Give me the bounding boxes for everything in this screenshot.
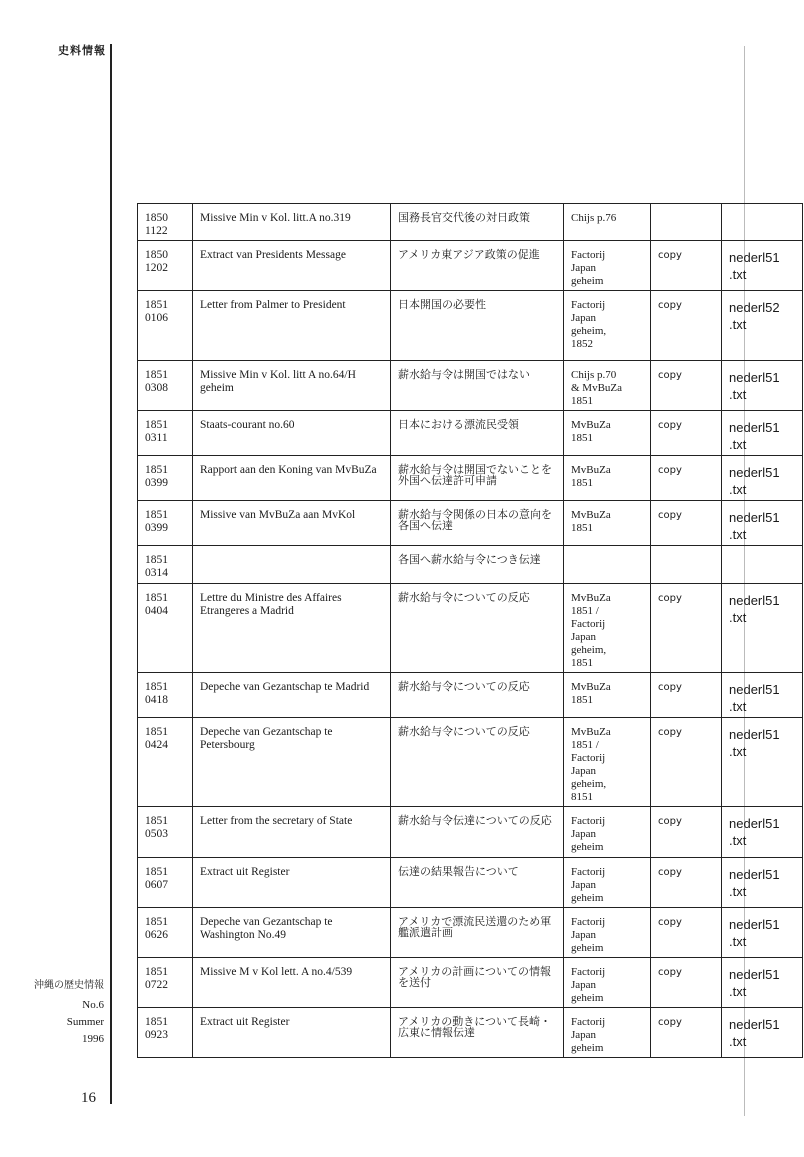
source-cell-line: 1851 / — [571, 739, 599, 751]
table-row — [138, 204, 803, 241]
source-cell-line: 1851 / — [571, 605, 599, 617]
source-cell — [564, 958, 651, 1008]
date-cell-line: 1851 — [145, 681, 168, 693]
file-cell-line: .txt — [729, 884, 747, 899]
date-cell-line: 1851 — [145, 916, 168, 928]
page-number: 16 — [81, 1090, 96, 1106]
table-row — [138, 584, 803, 673]
source-cell-line: MvBuZa — [571, 592, 611, 604]
source-cell-line: Japan — [571, 828, 597, 840]
table-row — [138, 1008, 803, 1058]
document-title-cell: Missive Min v Kol. litt.A no.319 — [193, 204, 391, 241]
document-title-cell: Missive van MvBuZa aan MvKol — [193, 501, 391, 546]
date-cell-line: 0418 — [145, 694, 168, 706]
description-cell: 薪水給与令は開国でないことを外国へ伝達許可申請 — [391, 456, 564, 501]
file-cell-line: nederl51 — [729, 682, 780, 697]
document-title-cell: Missive Min v Kol. litt A no.64/H geheim — [193, 361, 391, 411]
source-cell — [564, 456, 651, 501]
source-cell-line: 8151 — [571, 791, 593, 803]
date-cell-line: 1851 — [145, 419, 168, 431]
source-cell — [564, 807, 651, 858]
file-cell-line: nederl51 — [729, 727, 780, 742]
file-cell-line: nederl51 — [729, 465, 780, 480]
table-row — [138, 858, 803, 908]
source-cell-line: geheim — [571, 1042, 604, 1054]
file-cell-line: .txt — [729, 934, 747, 949]
date-cell-line: 1851 — [145, 966, 168, 978]
copy-cell: copy — [651, 501, 722, 546]
section-label: 史料情報 — [58, 44, 106, 57]
file-cell-line: nederl51 — [729, 370, 780, 385]
journal-title: 沖縄の歴史情報 — [34, 980, 104, 991]
document-title-cell: Rapport aan den Koning van MvBuZa — [193, 456, 391, 501]
source-cell-line: geheim, — [571, 778, 607, 790]
date-cell-line: 0503 — [145, 828, 168, 840]
source-cell — [564, 291, 651, 361]
file-cell — [722, 958, 803, 1008]
file-cell-line: .txt — [729, 984, 747, 999]
source-cell-line: geheim — [571, 841, 604, 853]
file-cell-line: nederl51 — [729, 510, 780, 525]
date-cell-line: 0106 — [145, 312, 168, 324]
file-cell — [722, 1008, 803, 1058]
description-cell: アメリカ東アジア政策の促進 — [391, 241, 564, 291]
source-cell-line: Factorij — [571, 299, 606, 311]
date-cell-line: 1122 — [145, 225, 168, 237]
date-cell — [138, 807, 193, 858]
date-cell-line: 1851 — [145, 509, 168, 521]
copy-cell: copy — [651, 673, 722, 718]
source-cell-line: MvBuZa — [571, 464, 611, 476]
date-cell-line: 1851 — [145, 1016, 168, 1028]
date-cell-line: 1851 — [145, 299, 168, 311]
description-cell: 日本開国の必要性 — [391, 291, 564, 361]
description-cell: 日本における漂流民受領 — [391, 411, 564, 456]
date-cell — [138, 958, 193, 1008]
source-cell-line: Chijs p.76 — [571, 212, 617, 224]
copy-cell: copy — [651, 361, 722, 411]
source-cell-line: MvBuZa — [571, 509, 611, 521]
source-cell-line: geheim — [571, 275, 604, 287]
copy-cell: copy — [651, 858, 722, 908]
copy-cell: copy — [651, 241, 722, 291]
file-cell — [722, 361, 803, 411]
source-cell-line: geheim, — [571, 644, 607, 656]
document-title-cell: Missive M v Kol lett. A no.4/539 — [193, 958, 391, 1008]
table-row — [138, 807, 803, 858]
date-cell — [138, 546, 193, 584]
date-cell — [138, 361, 193, 411]
source-cell-line: Japan — [571, 979, 597, 991]
date-cell-line: 1851 — [145, 554, 168, 566]
date-cell-line: 1851 — [145, 726, 168, 738]
table-row — [138, 361, 803, 411]
source-cell-line: Factorij — [571, 249, 606, 261]
document-title-cell: Letter from the secretary of State — [193, 807, 391, 858]
file-cell-line: nederl51 — [729, 1017, 780, 1032]
file-cell-line: .txt — [729, 387, 747, 402]
source-cell — [564, 204, 651, 241]
file-cell-line: nederl51 — [729, 967, 780, 982]
date-cell-line: 1850 — [145, 249, 168, 261]
file-cell-line: nederl52 — [729, 300, 780, 315]
source-cell-line: 1851 — [571, 657, 593, 669]
source-cell — [564, 673, 651, 718]
file-cell-line: .txt — [729, 267, 747, 282]
file-cell-line: .txt — [729, 610, 747, 625]
file-cell-line: .txt — [729, 744, 747, 759]
file-cell — [722, 908, 803, 958]
date-cell — [138, 204, 193, 241]
source-cell-line: geheim — [571, 892, 604, 904]
date-cell-line: 0311 — [145, 432, 168, 444]
source-cell-line: Chijs p.70 — [571, 369, 617, 381]
source-cell-line: MvBuZa — [571, 681, 611, 693]
table-row — [138, 673, 803, 718]
document-title-cell — [193, 546, 391, 584]
table-row — [138, 411, 803, 456]
source-cell — [564, 241, 651, 291]
file-cell-line: .txt — [729, 699, 747, 714]
file-cell — [722, 584, 803, 673]
description-cell: アメリカの計画についての情報を送付 — [391, 958, 564, 1008]
source-cell-line: 1851 — [571, 432, 593, 444]
file-cell — [722, 501, 803, 546]
copy-cell — [651, 204, 722, 241]
table-row — [138, 291, 803, 361]
file-cell — [722, 718, 803, 807]
table-row — [138, 456, 803, 501]
file-cell-line: .txt — [729, 1034, 747, 1049]
description-cell: 薪水給与令についての反応 — [391, 673, 564, 718]
source-cell-line: Factorij — [571, 966, 606, 978]
file-cell-line: nederl51 — [729, 593, 780, 608]
source-cell-line: & MvBuZa — [571, 382, 623, 394]
description-cell: 薪水給与令は開国ではない — [391, 361, 564, 411]
source-cell-line: 1852 — [571, 338, 593, 350]
source-cell — [564, 718, 651, 807]
date-cell-line: 0626 — [145, 929, 168, 941]
file-cell — [722, 807, 803, 858]
date-cell — [138, 908, 193, 958]
description-cell: 薪水給与令についての反応 — [391, 718, 564, 807]
source-cell-line: Japan — [571, 879, 597, 891]
file-cell-line: nederl51 — [729, 420, 780, 435]
date-cell-line: 0607 — [145, 879, 168, 891]
source-cell-line: Japan — [571, 1029, 597, 1041]
date-cell — [138, 584, 193, 673]
source-cell — [564, 411, 651, 456]
description-cell: アメリカの動きについて長崎・広東に情報伝達 — [391, 1008, 564, 1058]
file-cell — [722, 858, 803, 908]
file-cell-line: nederl51 — [729, 917, 780, 932]
date-cell-line: 1851 — [145, 592, 168, 604]
date-cell — [138, 1008, 193, 1058]
document-title-cell: Lettre du Ministre des Affaires Etrangeres a Madrid — [193, 584, 391, 673]
source-cell-line: Factorij — [571, 1016, 606, 1028]
source-cell-line: Japan — [571, 765, 597, 777]
description-cell: 薪水給与令伝達についての反応 — [391, 807, 564, 858]
file-cell-line: .txt — [729, 527, 747, 542]
table-row — [138, 241, 803, 291]
file-cell — [722, 673, 803, 718]
copy-cell: copy — [651, 411, 722, 456]
copy-cell: copy — [651, 456, 722, 501]
source-cell-line: geheim, — [571, 325, 607, 337]
date-cell-line: 0404 — [145, 605, 168, 617]
file-cell — [722, 411, 803, 456]
date-cell-line: 0399 — [145, 522, 168, 534]
document-title-cell: Staats-courant no.60 — [193, 411, 391, 456]
records-table-body — [138, 204, 803, 1058]
copy-cell: copy — [651, 584, 722, 673]
file-cell — [722, 456, 803, 501]
date-cell — [138, 291, 193, 361]
document-title-cell: Extract uit Register — [193, 1008, 391, 1058]
date-cell-line: 0722 — [145, 979, 168, 991]
source-cell-line: MvBuZa — [571, 726, 611, 738]
source-cell-line: 1851 — [571, 694, 593, 706]
source-cell-line: 1851 — [571, 477, 593, 489]
source-cell-line: Factorij — [571, 866, 606, 878]
document-title-cell: Depeche van Gezantschap te Petersbourg — [193, 718, 391, 807]
date-cell-line: 0424 — [145, 739, 168, 751]
left-margin-rule — [110, 44, 112, 1104]
copy-cell: copy — [651, 291, 722, 361]
date-cell — [138, 673, 193, 718]
source-cell-line: Japan — [571, 312, 597, 324]
date-cell-line: 0308 — [145, 382, 168, 394]
source-cell — [564, 546, 651, 584]
table-row — [138, 958, 803, 1008]
file-cell-line: nederl51 — [729, 867, 780, 882]
file-cell — [722, 546, 803, 584]
date-cell — [138, 411, 193, 456]
source-cell-line: Factorij — [571, 752, 606, 764]
date-cell-line: 1851 — [145, 815, 168, 827]
document-title-cell: Extract uit Register — [193, 858, 391, 908]
journal-season: Summer — [66, 1016, 104, 1028]
source-cell-line: Factorij — [571, 618, 606, 630]
source-cell-line: Japan — [571, 262, 597, 274]
date-cell-line: 1202 — [145, 262, 168, 274]
copy-cell: copy — [651, 1008, 722, 1058]
document-title-cell: Extract van Presidents Message — [193, 241, 391, 291]
date-cell-line: 1851 — [145, 464, 168, 476]
table-row — [138, 546, 803, 584]
file-cell-line: .txt — [729, 317, 747, 332]
date-cell — [138, 456, 193, 501]
journal-year: 1996 — [82, 1033, 104, 1045]
source-cell — [564, 858, 651, 908]
source-cell-line: Japan — [571, 631, 597, 643]
source-cell — [564, 1008, 651, 1058]
source-cell-line: Japan — [571, 929, 597, 941]
source-cell-line: Factorij — [571, 916, 606, 928]
date-cell-line: 1851 — [145, 866, 168, 878]
table-row — [138, 501, 803, 546]
description-cell: アメリカで漂流民送還のため軍艦派遣計画 — [391, 908, 564, 958]
date-cell — [138, 501, 193, 546]
source-cell-line: 1851 — [571, 522, 593, 534]
file-cell — [722, 241, 803, 291]
description-cell: 薪水給与令関係の日本の意向を各国へ伝達 — [391, 501, 564, 546]
records-table — [137, 203, 803, 1058]
file-cell-line: nederl51 — [729, 816, 780, 831]
table-row — [138, 718, 803, 807]
file-cell-line: .txt — [729, 833, 747, 848]
file-cell-line: nederl51 — [729, 250, 780, 265]
description-cell: 各国へ薪水給与令につき伝達 — [391, 546, 564, 584]
table-row — [138, 908, 803, 958]
source-cell — [564, 908, 651, 958]
date-cell-line: 0314 — [145, 567, 168, 579]
journal-number: No.6 — [82, 999, 104, 1011]
date-cell — [138, 858, 193, 908]
source-cell-line: geheim — [571, 942, 604, 954]
source-cell-line: geheim — [571, 992, 604, 1004]
copy-cell: copy — [651, 908, 722, 958]
date-cell — [138, 718, 193, 807]
source-cell-line: 1851 — [571, 395, 593, 407]
source-cell — [564, 584, 651, 673]
source-cell-line: Factorij — [571, 815, 606, 827]
file-cell — [722, 204, 803, 241]
document-title-cell: Letter from Palmer to President — [193, 291, 391, 361]
file-cell-line: .txt — [729, 437, 747, 452]
description-cell: 薪水給与令についての反応 — [391, 584, 564, 673]
source-cell — [564, 501, 651, 546]
date-cell-line: 0399 — [145, 477, 168, 489]
copy-cell: copy — [651, 958, 722, 1008]
date-cell-line: 0923 — [145, 1029, 168, 1041]
file-cell-line: .txt — [729, 482, 747, 497]
document-title-cell: Depeche van Gezantschap te Madrid — [193, 673, 391, 718]
copy-cell — [651, 546, 722, 584]
source-cell-line: MvBuZa — [571, 419, 611, 431]
date-cell-line: 1850 — [145, 212, 168, 224]
copy-cell: copy — [651, 807, 722, 858]
date-cell — [138, 241, 193, 291]
copy-cell: copy — [651, 718, 722, 807]
description-cell: 伝達の結果報告について — [391, 858, 564, 908]
source-cell — [564, 361, 651, 411]
description-cell: 国務長官交代後の対日政策 — [391, 204, 564, 241]
document-title-cell: Depeche van Gezantschap te Washington No.49 — [193, 908, 391, 958]
file-cell — [722, 291, 803, 361]
date-cell-line: 1851 — [145, 369, 168, 381]
